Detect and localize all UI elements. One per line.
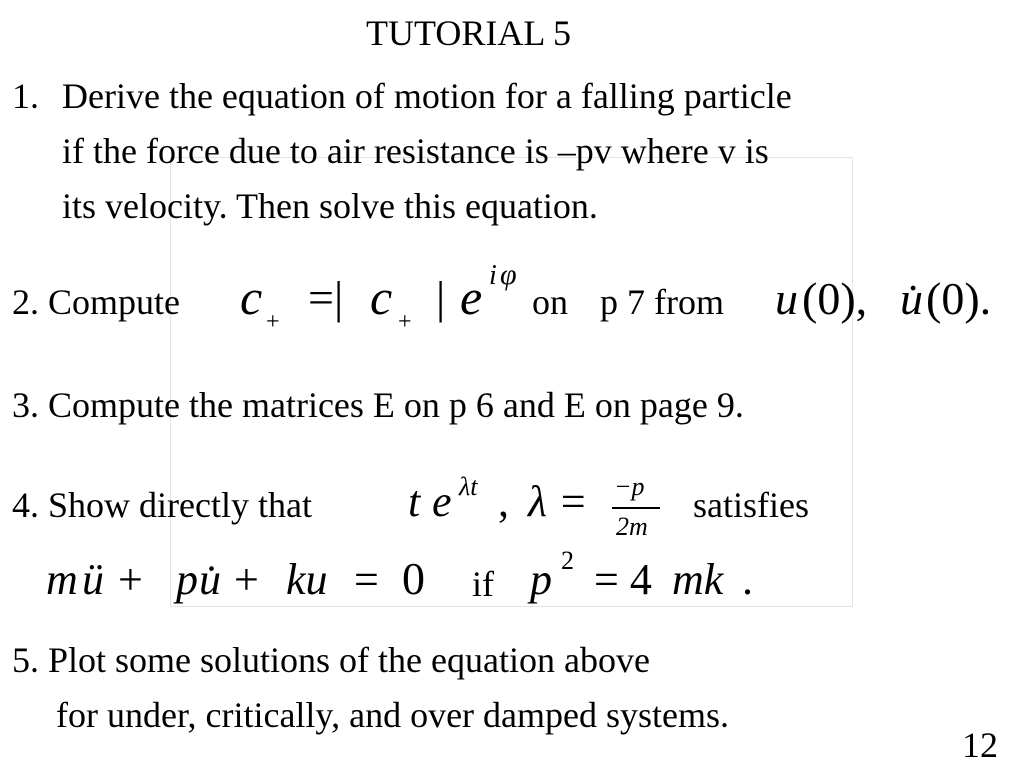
q4-frac-denominator: 2m [616, 512, 648, 541]
q2-page-ref: p 7 from [600, 282, 724, 322]
q2-u: u [775, 273, 798, 324]
q4-eq-uddot: ü [82, 555, 104, 604]
q2-on: on [532, 282, 568, 322]
q2-c-subscript: + [266, 309, 280, 335]
q4-comma: , [498, 477, 509, 526]
q4-fraction-bar [612, 507, 660, 509]
q4-eq-p: p [176, 555, 198, 604]
q2-c2: c [370, 269, 393, 325]
q2-udot-arg: (0). [926, 273, 992, 324]
q4-cond-mk: mk [672, 555, 724, 604]
q4-lambda-eq: λ = [528, 477, 588, 526]
q1-line-1: Derive the equation of motion for a falling particle [62, 76, 792, 116]
q2-equals: =| [308, 272, 344, 323]
q4-exponent: λt [459, 472, 478, 501]
q2-exponent-i: i [489, 260, 497, 291]
q2-bar: | [436, 272, 446, 323]
q2-prefix: 2. Compute [12, 282, 180, 322]
q2-udot: u̇ [900, 273, 923, 324]
q1-line-3: its velocity. Then solve this equation. [62, 186, 598, 226]
q4-eq-ku: ku [286, 555, 328, 604]
q5-line-1: 5. Plot some solutions of the equation above [12, 640, 650, 680]
page-number: 12 [962, 725, 998, 765]
q2-u-arg: (0), [802, 273, 868, 324]
q2-exponent-phi: φ [500, 258, 517, 291]
q4-cond-square: 2 [561, 546, 574, 575]
q5-line-2: for under, critically, and over damped systems. [56, 695, 730, 735]
q4-eq-equals: = [354, 555, 379, 604]
q4-eq-plus1: + [118, 555, 143, 604]
page-title: TUTORIAL 5 [366, 13, 571, 53]
q4-eq-udot: u̇ [199, 555, 221, 604]
q4-eq-zero: 0 [402, 553, 425, 604]
q4-eq-plus2: + [234, 555, 259, 604]
q4-prefix: 4. Show directly that [12, 485, 312, 525]
q1-line-2: if the force due to air resistance is –pv where v is [62, 131, 769, 171]
q4-frac-numerator: −p [614, 472, 645, 501]
q2-c: c [240, 269, 263, 325]
q4-cond-p: p [530, 555, 552, 604]
q3-text: 3. Compute the matrices E on p 6 and E on page 9. [12, 385, 744, 425]
q4-eq-m: m [46, 555, 78, 604]
q4-t: t [408, 477, 421, 526]
q4-satisfies: satisfies [693, 485, 809, 525]
q1-number: 1. [12, 76, 39, 116]
q4-if: if [472, 564, 494, 604]
q2-e: e [460, 269, 483, 325]
q4-cond-dot: . [742, 555, 753, 604]
q4-e: e [432, 477, 452, 526]
q2-c2-subscript: + [398, 309, 412, 335]
q4-cond-eq: = 4 [594, 555, 652, 604]
